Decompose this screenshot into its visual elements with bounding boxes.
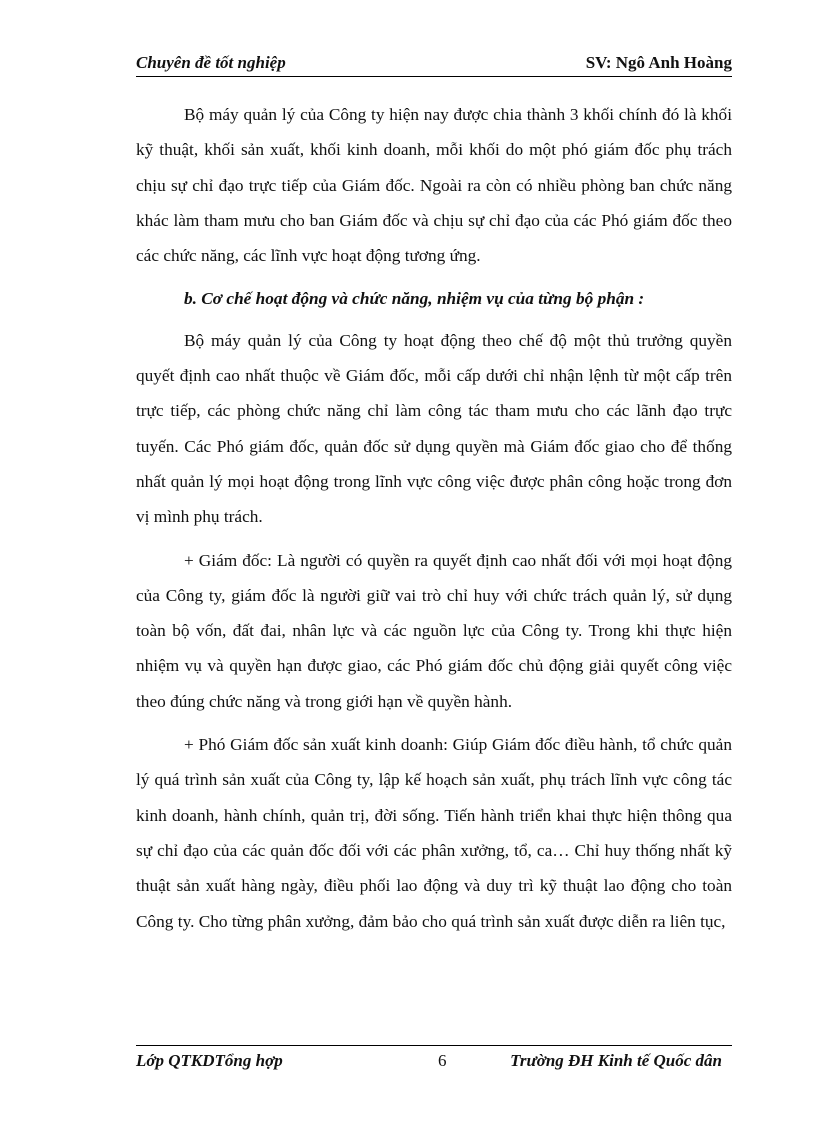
paragraph-operating-mechanism: Bộ máy quản lý của Công ty hoạt động theo chế độ một thủ trưởng quyền quyết định cao nhất thuộc về Giám đốc, mỗi cấp dưới chỉ nhận lệnh từ một cấp trên trực tiếp, các phòng chức năng chỉ làm công tác tham mưu cho các lãnh đạo trực tuyến. Các Phó giám đốc, quản đốc sử dụng quyền mà Giám đốc giao cho để thống nhất quản lý mọi hoạt động trong lĩnh vực công việc được phân công hoặc trong đơn vị mình phụ trách.: [136, 330, 732, 527]
page-number: 6: [438, 1051, 447, 1070]
paragraph-deputy-director: + Phó Giám đốc sản xuất kinh doanh: Giúp Giám đốc điều hành, tổ chức quản lý quá trình sản xuất của Công ty, lập kế hoạch sản xuất, phụ trách lĩnh vực công tác kinh doanh, hành chính, quản trị, đời sống. Tiến hành triển khai thực hiện thông qua sự chỉ đạo của các quản đốc đối với các phân xưởng, tổ, ca… Chỉ huy thống nhất kỹ thuật sản xuất hàng ngày, điều phối lao động và duy trì kỹ thuật lao động cho toàn Công ty. Cho từng phân xưởng, đảm bảo cho quá trình sản xuất được diễn ra liên tục,: [136, 735, 732, 931]
paragraph-management-structure: Bộ máy quản lý của Công ty hiện nay được chia thành 3 khối chính đó là khối kỹ thuật, khối sản xuất, khối kinh doanh, mỗi khối do một phó giám đốc phụ trách chịu sự chỉ đạo trực tiếp của Giám đốc. Ngoài ra còn có nhiều phòng ban chức năng khác làm tham mưu cho ban Giám đốc và chịu sự chỉ đạo của các Phó giám đốc theo các chức năng, các lĩnh vực hoạt động tương ứng.: [136, 105, 732, 266]
header-student-name: SV: Ngô Anh Hoàng: [585, 53, 732, 72]
footer-class-name: Lớp QTKDTổng hợp: [136, 1051, 283, 1070]
page-header: [136, 50, 732, 77]
header-document-title: Chuyên đề tốt nghiệp: [136, 53, 286, 72]
section-subheading: b. Cơ chế hoạt động và chức năng, nhiệm vụ của từng bộ phận :: [184, 289, 645, 309]
page-footer: [136, 1045, 732, 1072]
paragraph-director: + Giám đốc: Là người có quyền ra quyết định cao nhất đối với mọi hoạt động của Công ty, giám đốc là người giữ vai trò chỉ huy với chức trách quản lý, sử dụng toàn bộ vốn, đất đai, nhân lực và các nguồn lực của Công ty. Trong khi thực hiện nhiệm vụ và quyền hạn được giao, các Phó giám đốc chủ động giải quyết công việc theo đúng chức năng và trong giới hạn về quyền hành.: [136, 550, 732, 711]
document-body: [136, 97, 732, 939]
footer-university-name: Trường ĐH Kinh tế Quốc dân: [510, 1051, 722, 1070]
